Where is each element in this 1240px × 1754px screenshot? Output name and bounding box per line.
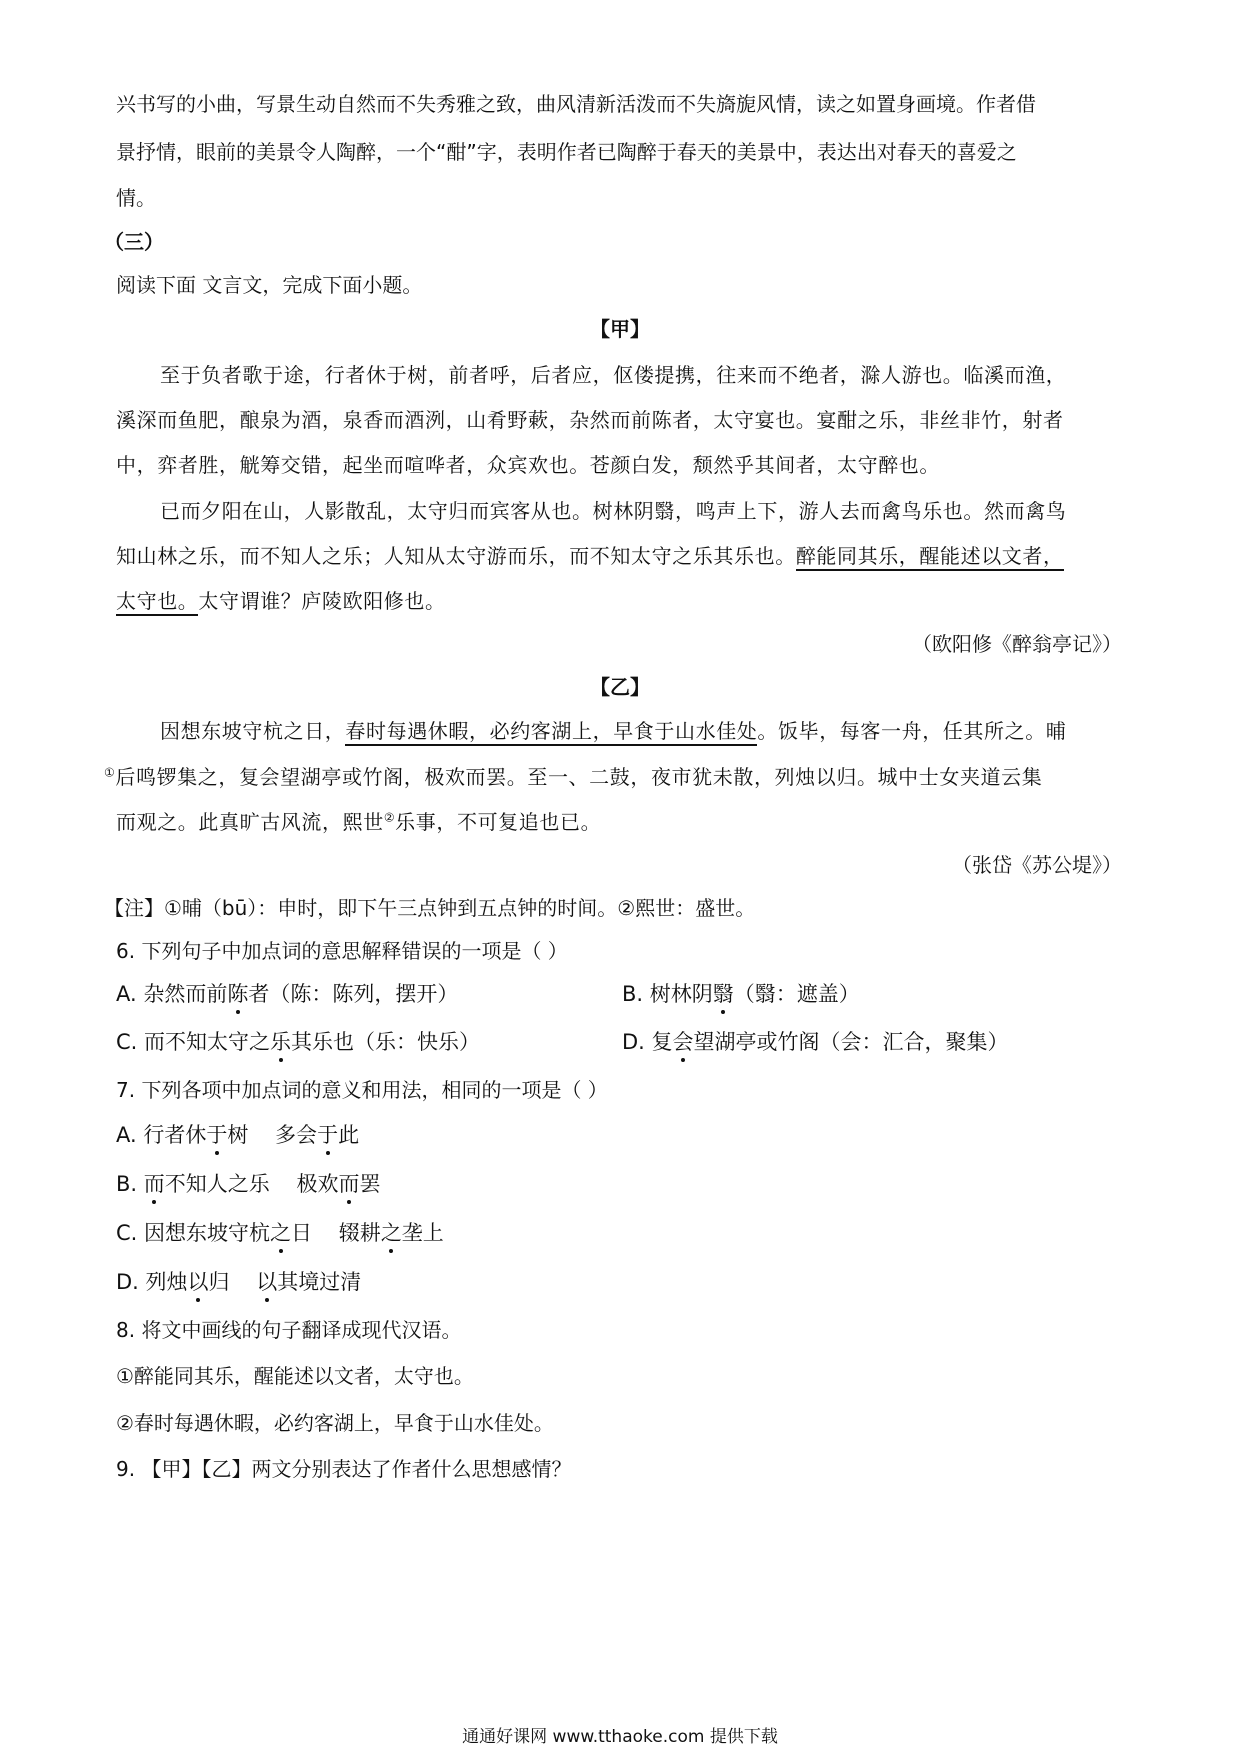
jia-title: 【甲】 (590, 317, 650, 341)
q7-a-3: 此 (338, 1123, 360, 1147)
q6-c-dotted-char: 乐 (270, 1030, 292, 1054)
question-8-stem: 8. 将文中画线的句子翻译成现代汉语。 (116, 1318, 462, 1342)
q8-sentence-2: ②春时每遇休暇，必约客湖上，早食于山水佳处。 (116, 1411, 554, 1435)
underlined-sentence-2: 春时每遇休暇，必约客湖上，早食于山水佳处 (345, 719, 757, 746)
q7-c-2: 日 辍耕 (291, 1221, 381, 1245)
question-9-stem: 9. 【甲】【乙】两文分别表达了作者什么思想感情？ (116, 1457, 572, 1481)
question-7-stem: 7. 下列各项中加点词的意义和用法，相同的一项是（ ） (116, 1078, 608, 1102)
q7-c-3: 垄上 (401, 1221, 444, 1245)
q7-option-d (116, 1268, 361, 1296)
footnote-marker-1: ① (104, 765, 116, 780)
jia-p1-line-3: 中，弈者胜，觥筹交错，起坐而喧哗者，众宾欢也。苍颜白发，颓然乎其间者，太守醉也。 (116, 453, 940, 477)
q7-a-1: A. 行者休 (116, 1123, 207, 1147)
q7-b-2: 不知人之乐 极欢 (164, 1172, 339, 1196)
intro-line-3: 情。 (116, 186, 156, 210)
q7-c-dot-1: 之 (270, 1221, 292, 1245)
q8-sentence-1: ①醉能同其乐，醒能述以文者，太守也。 (116, 1364, 474, 1388)
q7-a-dot-1: 于 (206, 1123, 228, 1147)
jia-p2-line-2-text: 知山林之乐，而不知人之乐；人知从太守游而乐，而不知太守之乐其乐也。 (116, 544, 796, 568)
q6-d-post: 望湖亭或竹阁（会：汇合，聚集） (693, 1030, 1009, 1054)
q7-d-1: D. 列烛 (116, 1270, 188, 1294)
jia-p1-line-1: 至于负者歌于途，行者休于树，前者呼，后者应，伛偻提携，往来而不绝者，滁人游也。临溪而渔， (160, 363, 1067, 387)
yi-line-2-text: 后鸣锣集之，复会望湖亭或竹阁，极欢而罢。至一、二鼓，夜市犹未散，列烛以归。城中士女夹道云集 (115, 765, 1043, 789)
q6-a-dotted-char: 陈 (227, 982, 249, 1006)
jia-source: （欧阳修《醉翁亭记》） (912, 632, 1122, 656)
yi-line-3-a: 而观之。此真旷古风流，熙世 (116, 810, 384, 834)
q6-b-dotted-char: 翳 (712, 982, 734, 1006)
q7-b-dot-2: 而 (338, 1172, 360, 1196)
q6-a-pre: A. 杂然而前 (116, 982, 228, 1006)
q6-option-b (622, 980, 860, 1008)
q6-b-post: （翳：遮盖） (733, 982, 860, 1006)
jia-p2-line-1: 已而夕阳在山，人影散乱，太守归而宾客从也。树林阴翳，鸣声上下，游人去而禽鸟乐也。然而禽鸟 (160, 499, 1067, 523)
q6-d-dotted-char: 会 (672, 1030, 694, 1054)
q6-b-pre: B. 树林阴 (622, 982, 713, 1006)
q7-c-1: C. 因想东坡守杭 (116, 1221, 271, 1245)
q7-option-b (116, 1170, 380, 1198)
intro-line-2: 景抒情，眼前的美景令人陶醉，一个“酣”字，表明作者已陶醉于春天的美景中，表达出对春天的喜爱之 (116, 140, 1017, 164)
jia-p2-line-3 (116, 587, 446, 615)
underlined-sentence-1-part-2: 太守也。 (116, 589, 198, 616)
q7-option-a (116, 1121, 359, 1149)
footnote-marker-2: ② (383, 810, 396, 825)
yi-title: 【乙】 (590, 675, 650, 699)
section-instruction: 阅读下面 文言文，完成下面小题。 (116, 273, 423, 297)
q7-b-3: 罢 (359, 1172, 381, 1196)
underlined-sentence-1-part-1: 醉能同其乐，醒能述以文者， (796, 544, 1064, 571)
jia-p2-line-2 (116, 542, 1064, 570)
q6-option-d (622, 1028, 1009, 1056)
q7-c-dot-2: 之 (380, 1221, 402, 1245)
q7-d-3: 其境过清 (277, 1270, 362, 1294)
yi-line-1-a: 因想东坡守杭之日， (160, 719, 346, 743)
yi-line-3 (116, 808, 601, 836)
q7-a-2: 树 多会 (227, 1123, 318, 1147)
q6-c-post: 其乐也（乐：快乐） (291, 1030, 481, 1054)
section-heading: （三） (104, 230, 164, 254)
q7-b-dot-1: 而 (143, 1172, 165, 1196)
yi-line-1 (160, 717, 1066, 745)
q7-b-1: B. (116, 1172, 144, 1196)
q7-option-c (116, 1219, 444, 1247)
page-footer: 通通好课网 www.tthaoke.com 提供下载 (462, 1727, 778, 1747)
yi-line-3-b: 乐事，不可复追也已。 (395, 810, 602, 834)
q6-d-pre: D. 复 (622, 1030, 673, 1054)
jia-p1-line-2: 溪深而鱼肥，酿泉为酒，泉香而酒洌，山肴野蔌，杂然而前陈者，太守宴也。宴酣之乐，非丝非竹，射者 (116, 408, 1064, 432)
q6-option-a (116, 980, 458, 1008)
yi-line-2 (104, 763, 1042, 791)
q7-d-dot-2: 以 (256, 1270, 278, 1294)
q6-a-post: 者（陈：陈列，摆开） (248, 982, 459, 1006)
q6-c-pre: C. 而不知太守之 (116, 1030, 271, 1054)
intro-line-1: 兴书写的小曲，写景生动自然而不失秀雅之致，曲风清新活泼而不失旖旎风情，读之如置身画境。作者借 (116, 92, 1036, 116)
q6-option-c (116, 1028, 480, 1056)
jia-p2-line-3-text: 太守谓谁？庐陵欧阳修也。 (198, 589, 446, 613)
yi-source: （张岱《苏公堤》） (952, 853, 1122, 877)
yi-line-1-b: 。饭毕，每客一舟，任其所之。晡 (757, 719, 1067, 743)
annotation-note: 【注】①晡（bū）：申时，即下午三点钟到五点钟的时间。②熙世：盛世。 (104, 896, 756, 920)
q7-d-dot-1: 以 (187, 1270, 209, 1294)
q7-a-dot-2: 于 (317, 1123, 339, 1147)
q7-d-2: 归 (208, 1270, 257, 1294)
question-6-stem: 6. 下列句子中加点词的意思解释错误的一项是（ ） (116, 939, 568, 963)
